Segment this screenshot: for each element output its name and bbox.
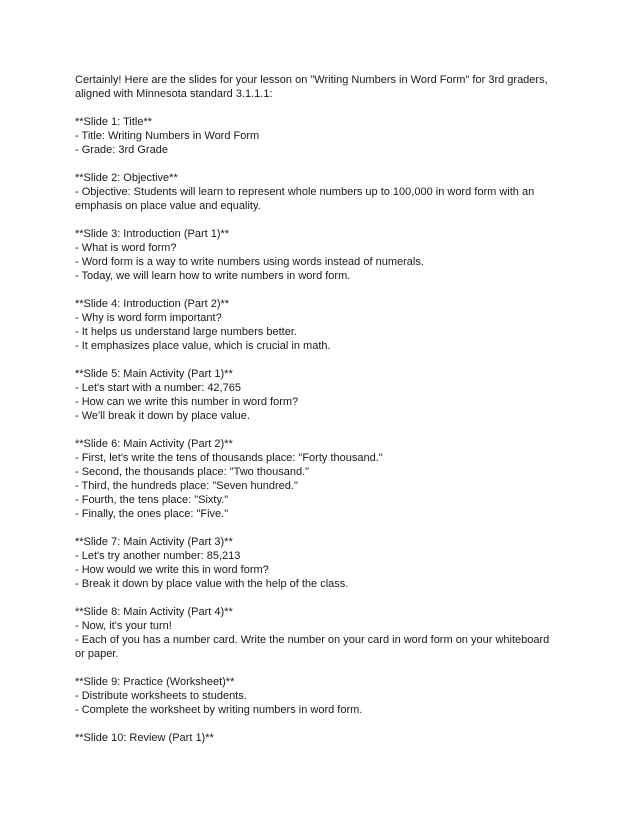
slide-heading: **Slide 1: Title**	[75, 116, 153, 128]
slide-section	[75, 605, 555, 661]
slide-section	[75, 227, 555, 283]
slide-bullet: - It emphasizes place value, which is crucial in math.	[75, 340, 331, 352]
slide-bullet: - Now, it's your turn!	[75, 620, 172, 632]
slide-bullet: - Finally, the ones place: "Five."	[75, 508, 229, 520]
slide-bullet: - Second, the thousands place: "Two thousand."	[75, 466, 310, 478]
slide-bullet: - First, let's write the tens of thousands place: "Forty thousand."	[75, 452, 383, 464]
slide-bullet: - Title: Writing Numbers in Word Form	[75, 130, 260, 142]
slide-bullet: - Why is word form important?	[75, 312, 222, 324]
slide-heading: **Slide 2: Objective**	[75, 172, 178, 184]
slide-bullet: - Third, the hundreds place: "Seven hundred."	[75, 480, 298, 492]
slide-section	[75, 115, 555, 157]
slide-bullet: - Objective: Students will learn to represent whole numbers up to 100,000 in word form with an emphasis on place value and equality.	[75, 186, 535, 212]
slide-bullet: - Distribute worksheets to students.	[75, 690, 247, 702]
slide-section	[75, 731, 555, 745]
slide-heading: **Slide 8: Main Activity (Part 4)**	[75, 606, 233, 618]
slide-section	[75, 535, 555, 591]
slide-bullet: - Grade: 3rd Grade	[75, 144, 168, 156]
slide-section	[75, 171, 555, 213]
slide-heading: **Slide 4: Introduction (Part 2)**	[75, 298, 230, 310]
slide-section	[75, 675, 555, 717]
slide-heading: **Slide 9: Practice (Worksheet)**	[75, 676, 235, 688]
slide-bullet: - It helps us understand large numbers better.	[75, 326, 297, 338]
slide-bullet: - What is word form?	[75, 242, 177, 254]
slide-section	[75, 367, 555, 423]
slide-heading: **Slide 6: Main Activity (Part 2)**	[75, 438, 233, 450]
slide-bullet: - Let's try another number: 85,213	[75, 550, 241, 562]
slide-bullet: - Word form is a way to write numbers using words instead of numerals.	[75, 256, 424, 268]
slide-heading: **Slide 10: Review (Part 1)**	[75, 732, 214, 744]
document-body	[75, 73, 555, 759]
slide-bullet: - Break it down by place value with the help of the class.	[75, 578, 349, 590]
slide-section	[75, 297, 555, 353]
slide-bullet: - Complete the worksheet by writing numbers in word form.	[75, 704, 363, 716]
slide-bullet: - Today, we will learn how to write numbers in word form.	[75, 270, 351, 282]
intro-paragraph: Certainly! Here are the slides for your lesson on "Writing Numbers in Word Form" for 3rd graders, aligned with Minnesota standard 3.1.1.1:	[75, 74, 548, 100]
slide-bullet: - Let's start with a number: 42,765	[75, 382, 241, 394]
slide-bullet: - Each of you has a number card. Write the number on your card in word form on your whiteboard or paper.	[75, 634, 550, 660]
slide-bullet: - How can we write this number in word form?	[75, 396, 299, 408]
slide-heading: **Slide 5: Main Activity (Part 1)**	[75, 368, 233, 380]
slide-bullet: - Fourth, the tens place: "Sixty."	[75, 494, 229, 506]
slide-heading: **Slide 7: Main Activity (Part 3)**	[75, 536, 233, 548]
slide-bullet: - We'll break it down by place value.	[75, 410, 250, 422]
slide-bullet: - How would we write this in word form?	[75, 564, 269, 576]
slide-section	[75, 437, 555, 521]
slide-heading: **Slide 3: Introduction (Part 1)**	[75, 228, 230, 240]
